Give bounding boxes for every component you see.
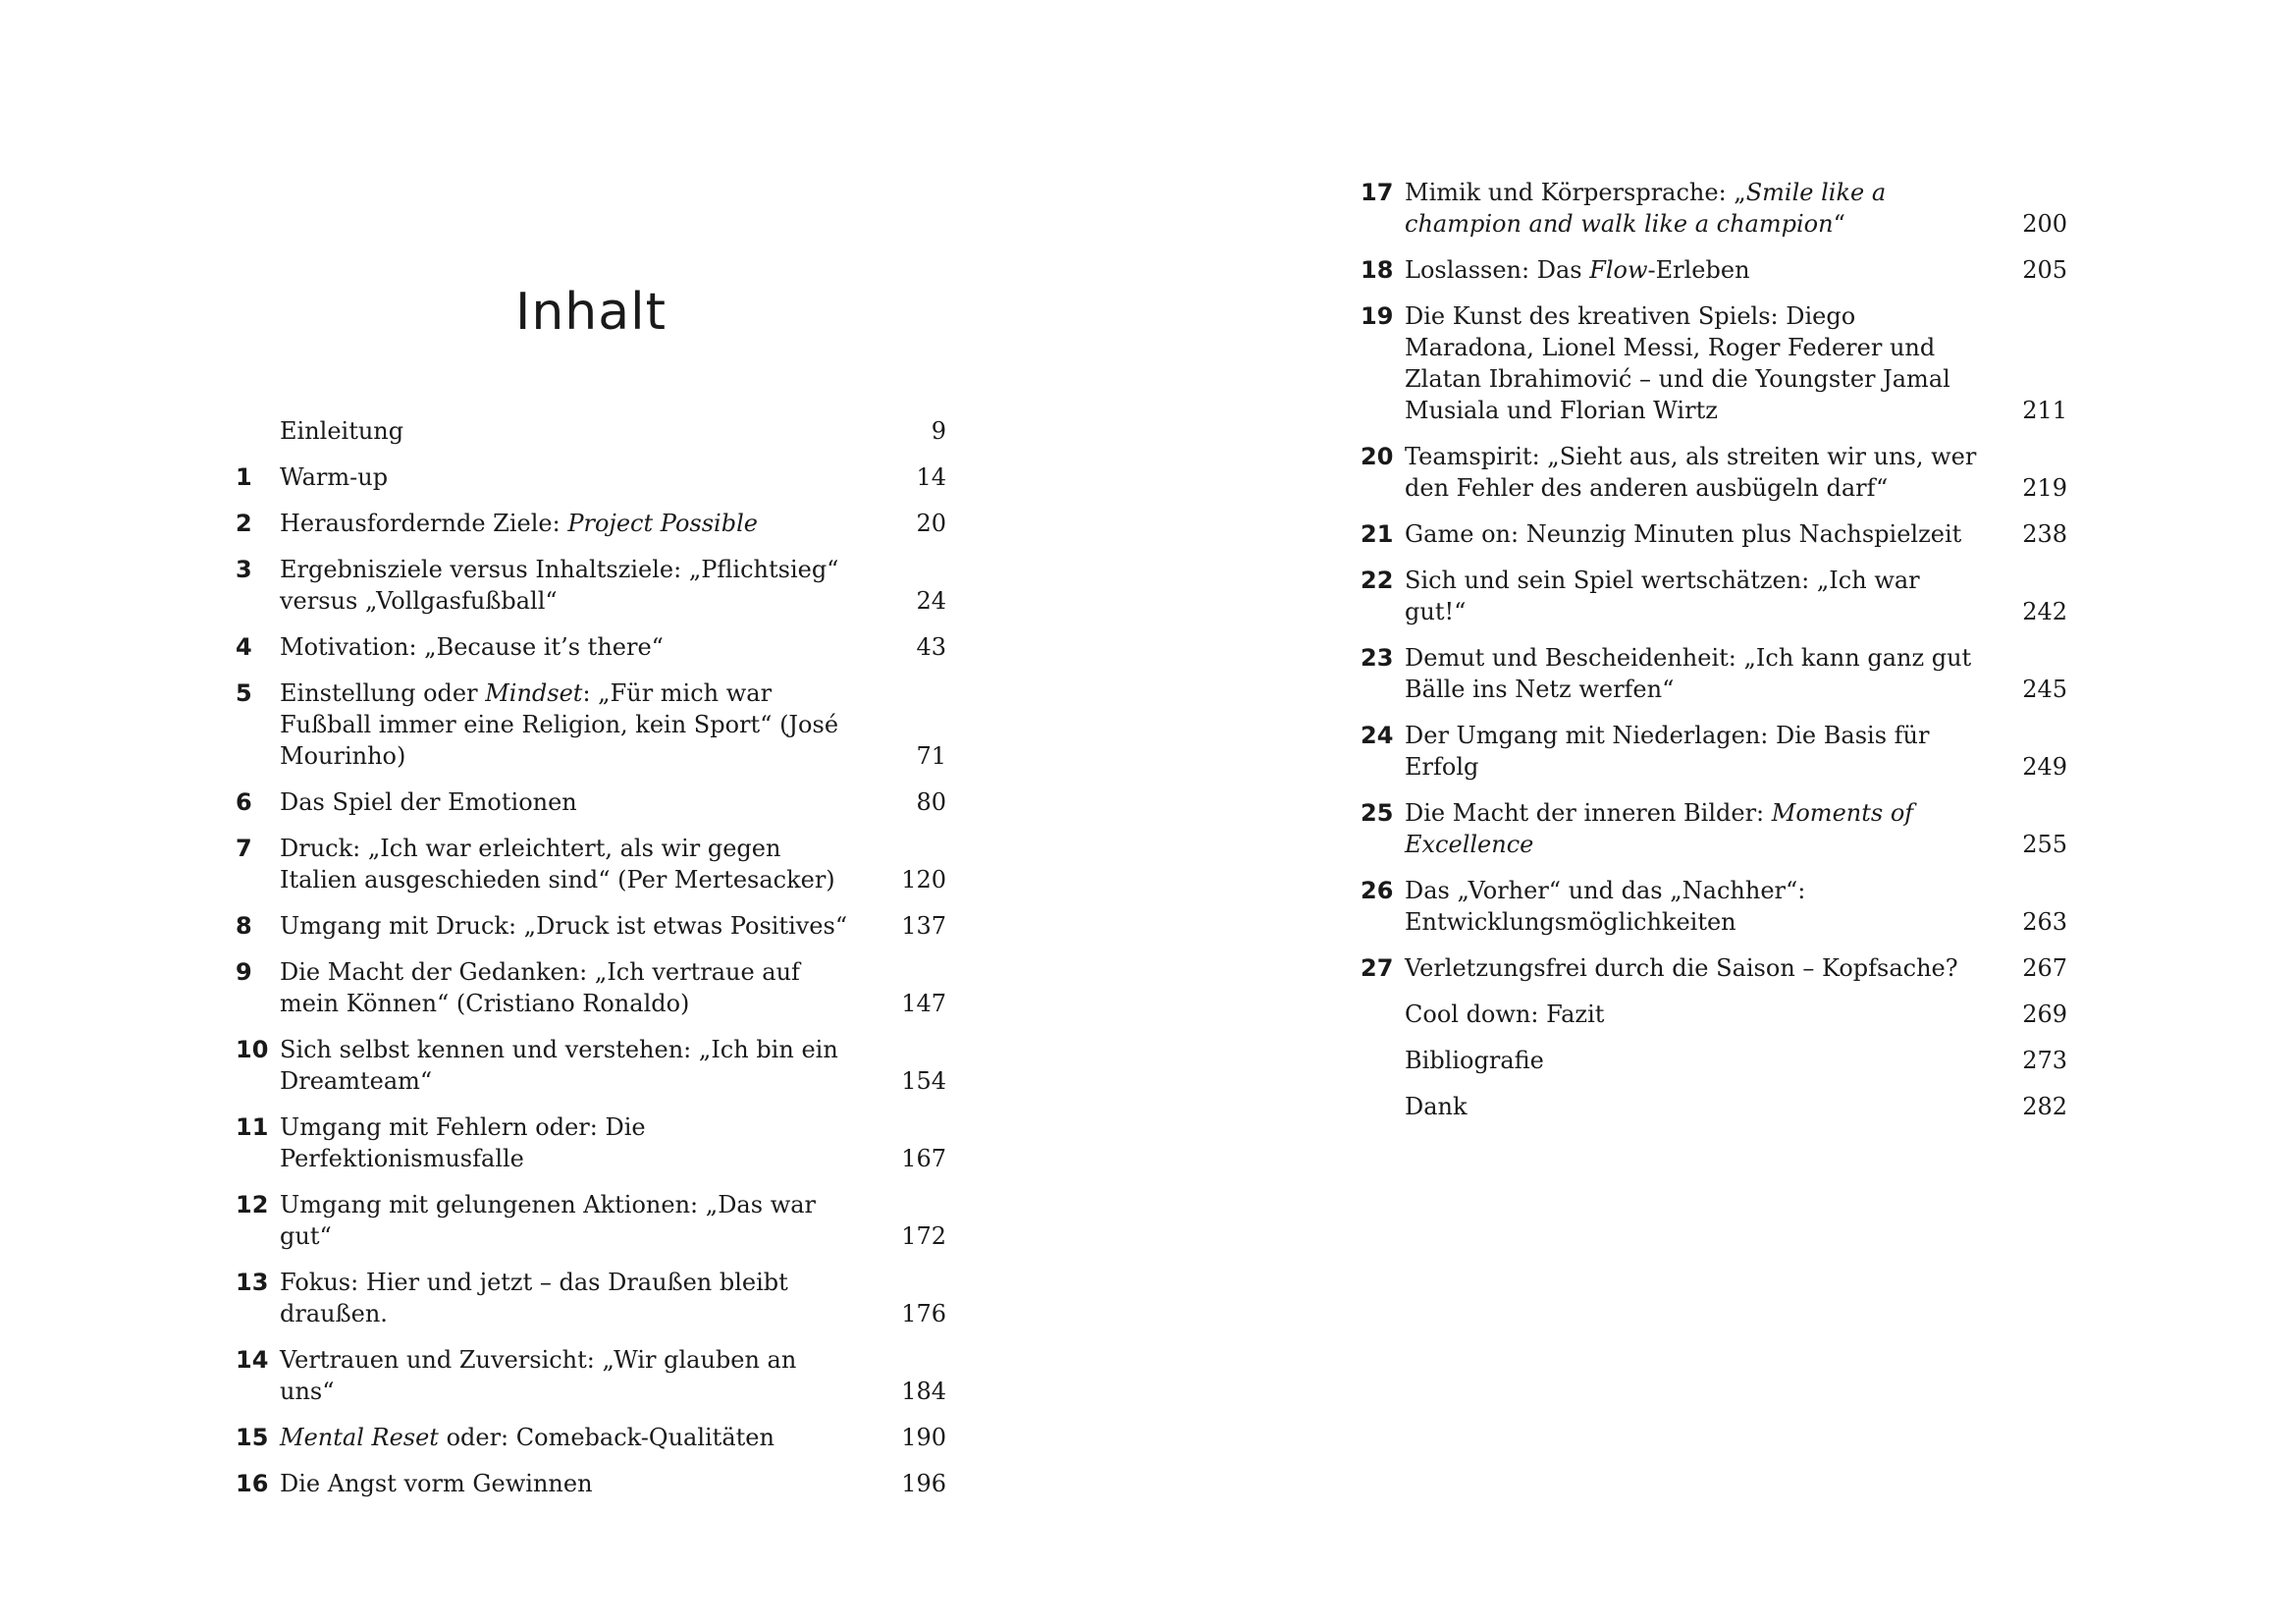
chapter-title <box>1405 1045 1999 1076</box>
chapter-number: 22 <box>1361 567 1394 594</box>
page-number: 184 <box>901 1378 946 1405</box>
chapter-title-part: Sich und sein Spiel wertschätzen: „Ich war gut!“ <box>1405 567 1920 625</box>
toc-list-right <box>1361 177 2067 1137</box>
chapter-number: 10 <box>236 1036 269 1063</box>
chapter-number: 16 <box>236 1470 269 1497</box>
toc-entry <box>236 956 946 1019</box>
chapter-number: 2 <box>236 510 252 537</box>
chapter-title-italic: Moments of Excellence <box>1405 799 1914 858</box>
chapter-title-part: Verletzungsfrei durch die Saison – Kopfsache? <box>1405 954 1958 982</box>
chapter-title <box>1405 875 1999 938</box>
chapter-number: 5 <box>236 679 252 707</box>
page-number: 167 <box>901 1145 946 1172</box>
toc-entry <box>1361 518 2067 550</box>
chapter-number: 27 <box>1361 954 1394 982</box>
chapter-title-part: Umgang mit Druck: „Druck ist etwas Positives“ <box>280 912 848 940</box>
toc-entry <box>1361 565 2067 627</box>
chapter-number: 7 <box>236 835 252 862</box>
chapter-title-part: Fokus: Hier und jetzt – das Draußen bleibt draußen. <box>280 1269 788 1327</box>
chapter-title-part: Einstellung oder <box>280 679 486 707</box>
chapter-number: 4 <box>236 633 252 661</box>
chapter-title <box>280 677 878 772</box>
chapter-title <box>1405 254 1999 286</box>
chapter-title-part: Dank <box>1405 1093 1468 1120</box>
chapter-number: 13 <box>236 1269 269 1296</box>
toc-entry <box>236 1034 946 1097</box>
chapter-title-part: Vertrauen und Zuversicht: „Wir glauben an uns“ <box>280 1346 797 1405</box>
chapter-title-italic: Smile like a champion and walk like a champion <box>1405 179 1887 238</box>
chapter-title-part: Game on: Neunzig Minuten plus Nachspielzeit <box>1405 520 1962 548</box>
chapter-title <box>280 415 878 447</box>
chapter-title <box>280 1422 878 1453</box>
chapter-number: 1 <box>236 463 252 491</box>
page-number: 14 <box>916 463 946 491</box>
chapter-title <box>280 508 878 539</box>
toc-entry <box>236 461 946 493</box>
chapter-number: 11 <box>236 1113 269 1141</box>
chapter-title-part: Sich selbst kennen und verstehen: „Ich bin ein Dreamteam“ <box>280 1036 838 1095</box>
chapter-title-part: Die Macht der inneren Bilder: <box>1405 799 1772 827</box>
page-number: 219 <box>2022 474 2067 502</box>
chapter-title <box>1405 565 1999 627</box>
toc-entry <box>236 1422 946 1453</box>
chapter-title <box>280 631 878 663</box>
toc-entry <box>236 1189 946 1252</box>
chapter-number: 17 <box>1361 179 1394 206</box>
chapter-title-italic: Mindset <box>485 679 583 707</box>
chapter-title-part: “ <box>1833 210 1845 238</box>
toc-entry <box>1361 875 2067 938</box>
chapter-title-part: Cool down: Fazit <box>1405 1001 1605 1028</box>
chapter-title-part: Herausfordernde Ziele: <box>280 510 568 537</box>
chapter-number: 14 <box>236 1346 269 1374</box>
chapter-title <box>280 786 878 818</box>
chapter-title <box>280 1111 878 1174</box>
chapter-number: 15 <box>236 1424 269 1451</box>
toc-entry <box>1361 441 2067 504</box>
chapter-title <box>1405 952 1999 984</box>
page-number: 205 <box>2022 256 2067 284</box>
toc-entry <box>1361 1045 2067 1076</box>
chapter-title-part: Druck: „Ich war erleichtert, als wir gegen Italien ausgeschieden sind“ (Per Mertesacker) <box>280 835 835 893</box>
page-number: 267 <box>2022 954 2067 982</box>
toc-entry <box>236 1468 946 1499</box>
toc-entry <box>236 415 946 447</box>
page-number: 282 <box>2022 1093 2067 1120</box>
chapter-title <box>1405 300 1999 426</box>
chapter-title-part: Die Angst vorm Gewinnen <box>280 1470 593 1497</box>
chapter-number: 3 <box>236 556 252 583</box>
toc-entry <box>1361 254 2067 286</box>
chapter-number: 23 <box>1361 644 1394 672</box>
chapter-number: 26 <box>1361 877 1394 904</box>
chapter-title <box>1405 797 1999 860</box>
chapter-title <box>1405 720 1999 783</box>
page-number: 9 <box>931 417 946 445</box>
chapter-title-italic: Project Possible <box>567 510 758 537</box>
left-page <box>236 0 946 1624</box>
toc-entry <box>236 786 946 818</box>
page-number: 273 <box>2022 1047 2067 1074</box>
chapter-title-part: Der Umgang mit Niederlagen: Die Basis für Erfolg <box>1405 722 1930 781</box>
page-number: 71 <box>916 742 946 770</box>
chapter-title <box>1405 177 1999 240</box>
chapter-number: 9 <box>236 958 252 986</box>
chapter-title <box>280 554 878 617</box>
chapter-title-part: Das Spiel der Emotionen <box>280 788 577 816</box>
toc-entry <box>1361 797 2067 860</box>
toc-entry <box>236 833 946 895</box>
toc-entry <box>1361 720 2067 783</box>
page-title: Inhalt <box>515 283 667 342</box>
toc-entry <box>236 910 946 942</box>
page-number: 249 <box>2022 753 2067 781</box>
toc-list-left <box>236 415 946 1514</box>
page-number: 190 <box>901 1424 946 1451</box>
chapter-title <box>280 910 878 942</box>
chapter-title-part: Loslassen: Das <box>1405 256 1590 284</box>
toc-entry <box>1361 300 2067 426</box>
chapter-number: 21 <box>1361 520 1394 548</box>
page-number: 20 <box>916 510 946 537</box>
chapter-title <box>280 461 878 493</box>
chapter-number: 8 <box>236 912 252 940</box>
chapter-title-part: Einleitung <box>280 417 404 445</box>
chapter-title <box>280 1468 878 1499</box>
chapter-number: 12 <box>236 1191 269 1218</box>
toc-entry <box>1361 1091 2067 1122</box>
page-number: 43 <box>916 633 946 661</box>
page-number: 255 <box>2022 831 2067 858</box>
chapter-title-part: Umgang mit gelungenen Aktionen: „Das war gut“ <box>280 1191 817 1250</box>
chapter-title <box>1405 518 1999 550</box>
chapter-title-part: Demut und Bescheidenheit: „Ich kann ganz gut Bälle ins Netz werfen“ <box>1405 644 1972 703</box>
page-number: 242 <box>2022 598 2067 625</box>
page-number: 147 <box>901 990 946 1017</box>
chapter-title <box>1405 1091 1999 1122</box>
toc-entry <box>236 554 946 617</box>
page-number: 24 <box>916 587 946 615</box>
chapter-number: 6 <box>236 788 252 816</box>
toc-entry <box>1361 177 2067 240</box>
toc-entry <box>236 508 946 539</box>
chapter-title-part: Warm-up <box>280 463 389 491</box>
page-number: 245 <box>2022 676 2067 703</box>
chapter-title <box>280 833 878 895</box>
chapter-title <box>280 1034 878 1097</box>
page-number: 211 <box>2022 397 2067 424</box>
page-number: 80 <box>916 788 946 816</box>
page-number: 196 <box>901 1470 946 1497</box>
chapter-title-part: Teamspirit: „Sieht aus, als streiten wir uns, wer den Fehler des anderen ausbügeln darf“ <box>1405 443 1977 502</box>
page-number: 176 <box>901 1300 946 1327</box>
toc-entry <box>1361 642 2067 705</box>
page-number: 137 <box>901 912 946 940</box>
chapter-title-part: Umgang mit Fehlern oder: Die Perfektionismusfalle <box>280 1113 646 1172</box>
toc-entry <box>236 1267 946 1329</box>
chapter-title-part: Das „Vorher“ und das „Nachher“: Entwicklungsmöglichkeiten <box>1405 877 1806 936</box>
chapter-number: 20 <box>1361 443 1394 470</box>
chapter-title <box>280 1189 878 1252</box>
page-number: 269 <box>2022 1001 2067 1028</box>
page-number: 154 <box>901 1067 946 1095</box>
chapter-number: 25 <box>1361 799 1394 827</box>
chapter-title-part: Ergebnisziele versus Inhaltsziele: „Pflichtsieg“ versus „Vollgasfußball“ <box>280 556 839 615</box>
chapter-title <box>280 1267 878 1329</box>
chapter-title <box>280 1344 878 1407</box>
chapter-title-italic: Mental Reset <box>280 1424 439 1451</box>
chapter-title-part: oder: Comeback-Qualitäten <box>438 1424 774 1451</box>
chapter-title-part: Motivation: „Because it’s there“ <box>280 633 664 661</box>
page-number: 172 <box>901 1222 946 1250</box>
chapter-title <box>280 956 878 1019</box>
toc-entry <box>236 1111 946 1174</box>
chapter-number: 18 <box>1361 256 1394 284</box>
chapter-title-part: : „Für mich war Fußball immer eine Religion, kein Sport“ (José Mourinho) <box>280 679 839 770</box>
chapter-title-part: -Erleben <box>1647 256 1750 284</box>
chapter-title-part: Mimik und Körpersprache: „ <box>1405 179 1746 206</box>
toc-entry <box>236 1344 946 1407</box>
chapter-number: 24 <box>1361 722 1394 749</box>
page-number: 263 <box>2022 908 2067 936</box>
toc-entry <box>1361 952 2067 984</box>
chapter-title-part: Die Kunst des kreativen Spiels: Diego Maradona, Lionel Messi, Roger Federer und Zlatan Ibrahimović – und die Youngster Jamal Musiala und Florian Wirtz <box>1405 302 1950 424</box>
toc-entry <box>236 631 946 663</box>
chapter-title-part: Bibliografie <box>1405 1047 1544 1074</box>
page-number: 200 <box>2022 210 2067 238</box>
page-number: 238 <box>2022 520 2067 548</box>
chapter-title <box>1405 642 1999 705</box>
chapter-title <box>1405 441 1999 504</box>
right-page <box>1361 0 2067 1624</box>
chapter-title-part: Die Macht der Gedanken: „Ich vertraue auf mein Können“ (Cristiano Ronaldo) <box>280 958 800 1017</box>
toc-entry <box>236 677 946 772</box>
page-number: 120 <box>901 866 946 893</box>
chapter-title-italic: Flow <box>1589 256 1648 284</box>
chapter-number: 19 <box>1361 302 1394 330</box>
toc-entry <box>1361 999 2067 1030</box>
chapter-title <box>1405 999 1999 1030</box>
